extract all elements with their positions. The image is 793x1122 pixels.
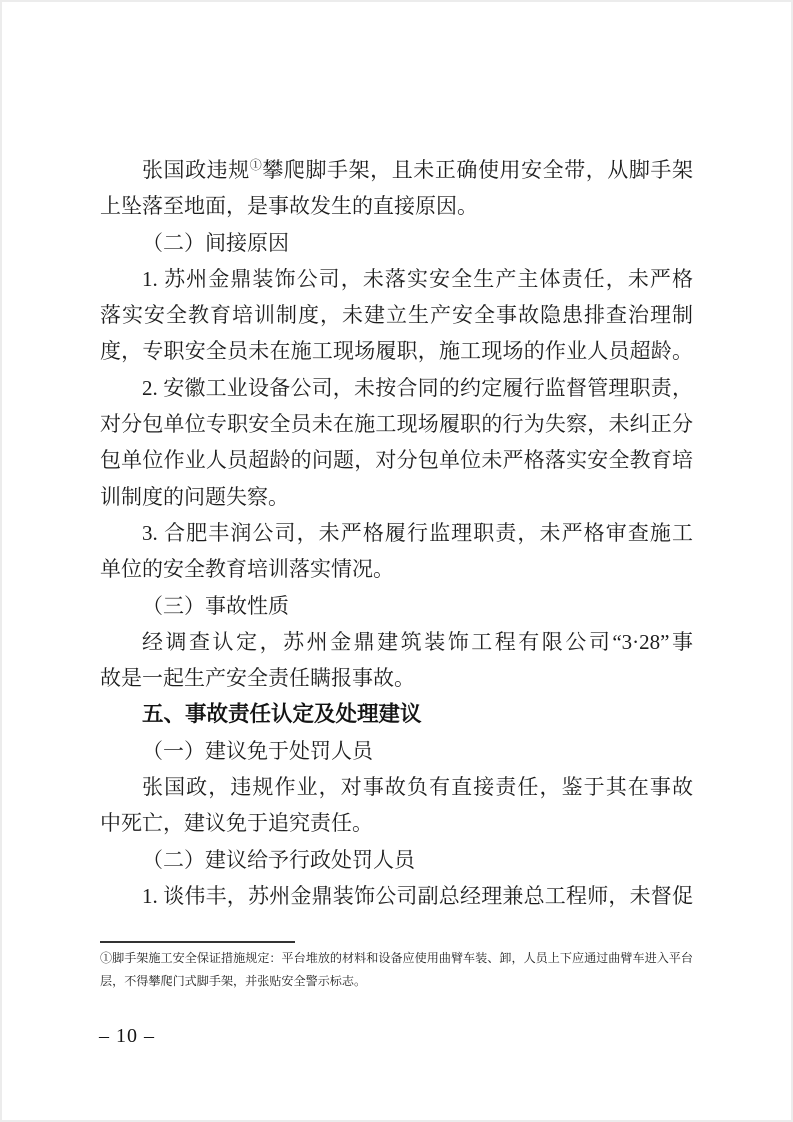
section-subheading: （二）建议给予行政处罚人员 bbox=[142, 847, 415, 872]
footnote-line: ①脚手架施工安全保证措施规定：平台堆放的材料和设备应使用曲臂车装、卸，人员上下应通过曲臂车进入平台 bbox=[100, 951, 693, 965]
footnote-ref-marker: ① bbox=[249, 158, 263, 172]
paragraph-line: 3. 合肥丰润公司，未严格履行监理职责，未严格审查施工 bbox=[142, 520, 693, 545]
document-body bbox=[100, 152, 693, 914]
section-subheading: （二）间接原因 bbox=[142, 230, 289, 255]
paragraph-line: 包单位作业人员超龄的问题，对分包单位未严格落实安全教育培 bbox=[100, 448, 693, 473]
paragraph-line: 2. 安徽工业设备公司，未按合同的约定履行监督管理职责， bbox=[142, 375, 693, 400]
paragraph-line: 上坠落至地面，是事故发生的直接原因。 bbox=[100, 194, 478, 219]
paragraph-line: 1. 谈伟丰，苏州金鼎装饰公司副总经理兼总工程师，未督促 bbox=[142, 883, 693, 908]
footnote-separator bbox=[100, 941, 295, 943]
paragraph-line: 中死亡，建议免于追究责任。 bbox=[100, 811, 373, 836]
section-subheading: （一）建议免于处罚人员 bbox=[142, 738, 373, 763]
text-run: 攀爬脚手架，且未正确使用安全带，从脚手架 bbox=[262, 158, 693, 182]
text-run: 张国政违规 bbox=[142, 158, 250, 182]
paragraph-line: 单位的安全教育培训落实情况。 bbox=[100, 557, 394, 582]
paragraph-line bbox=[100, 152, 693, 188]
section-subheading: （三）事故性质 bbox=[142, 593, 289, 618]
paragraph-line: 对分包单位专职安全员未在施工现场履职的行为失察，未纠正分 bbox=[100, 412, 693, 437]
paragraph-line: 张国政，违规作业，对事故负有直接责任，鉴于其在事故 bbox=[142, 775, 693, 800]
paragraph-line: 1. 苏州金鼎装饰公司，未落实安全生产主体责任，未严格 bbox=[142, 266, 693, 291]
footnote-line: 层，不得攀爬门式脚手架，并张贴安全警示标志。 bbox=[100, 973, 367, 988]
footnote bbox=[100, 947, 693, 992]
paragraph-line: 落实安全教育培训制度，未建立生产安全事故隐患排查治理制 bbox=[100, 303, 693, 328]
paragraph-line: 度，专职安全员未在施工现场履职，施工现场的作业人员超龄。 bbox=[100, 339, 693, 364]
paragraph-line: 训制度的问题失察。 bbox=[100, 484, 289, 509]
section-heading: 五、事故责任认定及处理建议 bbox=[142, 702, 422, 727]
page-number: – 10 – bbox=[99, 1025, 155, 1047]
paragraph-line: 故是一起生产安全责任瞒报事故。 bbox=[100, 666, 415, 691]
paragraph-line: 经调查认定，苏州金鼎建筑装饰工程有限公司“3·28”事 bbox=[142, 629, 693, 654]
